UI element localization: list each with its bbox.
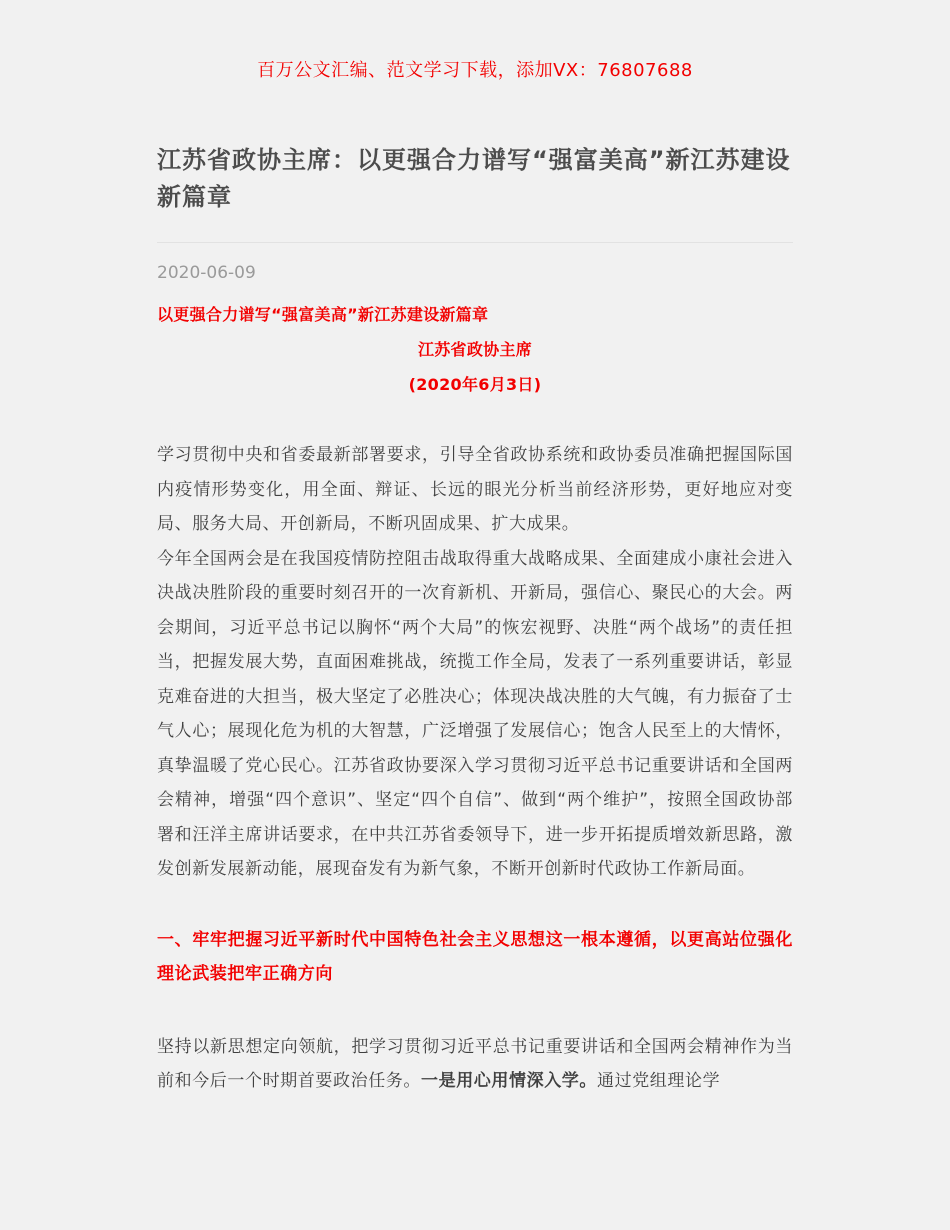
paragraph-3-text: 坚持以新思想定向领航，把学习贯彻习近平总书记重要讲话和全国两会精神作为当前和今后一个时期首要政治任务。 (157, 1036, 793, 1091)
paragraph-3-text-after: 通过党组理论学 (597, 1071, 721, 1091)
paragraph-2: 今年全国两会是在我国疫情防控阻击战取得重大战略成果、全面建成小康社会进入决战决胜阶段的重要时刻召开的一次育新机、开新局，强信心、聚民心的大会。两会期间，习近平总书记以胸怀“两个大局”的恢宏视野、决胜“两个战场”的责任担当，把握发展大势，直面困难挑战，统揽工作全局，发表了一系列重要讲话，彰显克难奋进的大担当，极大坚定了必胜决心；体现决战决胜的大气魄，有力振奋了士气人心；展现化危为机的大智慧，广泛增强了发展信心；饱含人民至上的大情怀，真挚温暖了党心民心。江苏省政协要深入学习贯彻习近平总书记重要讲话和全国两会精神，增强“四个意识”、坚定“四个自信”、做到“两个维护”，按照全国政协部署和汪洋主席讲话要求，在中共江苏省委领导下，进一步开拓提质增效新思路，激发创新发展新动能，展现奋发有为新气象，不断开创新时代政协工作新局面。 (157, 548, 793, 879)
article-title: 江苏省政协主席：以更强合力谱写“强富美高”新江苏建设新篇章 (157, 146, 791, 211)
promo-banner: 百万公文汇编、范文学习下载，添加VX：76807688 (257, 60, 693, 81)
article-content (157, 142, 793, 1099)
article-subtitle: 以更强合力谱写“强富美高”新江苏建设新篇章 (157, 305, 489, 324)
paragraph-3 (157, 1030, 793, 1099)
section-heading-1: 一、牢牢把握习近平新时代中国特色社会主义思想这一根本遵循，以更高站位强化理论武装把牢正确方向 (157, 929, 793, 984)
title-divider (157, 242, 793, 243)
article-byline: 江苏省政协主席 (417, 340, 533, 359)
publish-date: 2020-06-09 (157, 263, 256, 283)
paragraph-3-bold: 一是用心用情深入学。 (421, 1071, 597, 1091)
paragraph-1: 学习贯彻中央和省委最新部署要求，引导全省政协系统和政协委员准确把握国际国内疫情形势变化，用全面、辩证、长远的眼光分析当前经济形势，更好地应对变局、服务大局、开创新局，不断巩固成果、扩大成果。 (157, 445, 793, 534)
speech-date: (2020年6月3日) (408, 375, 542, 394)
